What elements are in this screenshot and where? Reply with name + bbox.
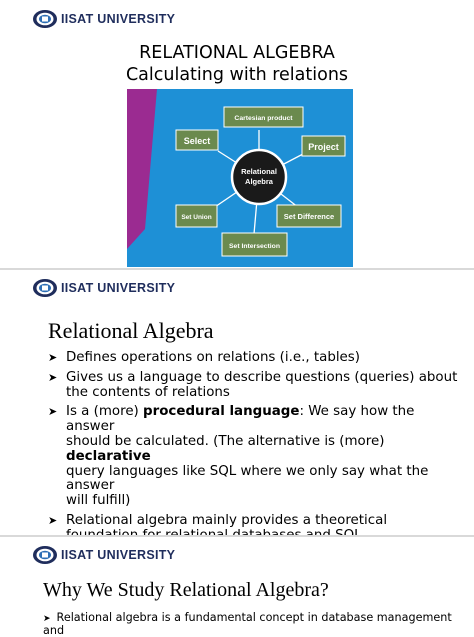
bullet-list	[48, 351, 458, 549]
slide-why-study	[0, 537, 474, 637]
university-seal-icon	[32, 545, 58, 565]
center-label-1: Relational	[241, 167, 277, 176]
brand-name: IISAT UNIVERSITY	[61, 548, 176, 562]
brand-name: IISAT UNIVERSITY	[61, 12, 176, 26]
arrow-bullet-icon: ➤	[48, 370, 58, 384]
node-set-union-label: Set Union	[181, 214, 212, 221]
university-logo	[32, 545, 175, 565]
slide-relational-algebra	[0, 270, 474, 535]
node-project-label: Project	[308, 142, 339, 152]
university-logo	[32, 9, 175, 29]
bullet-item: ➤ Relational algebra is a fundamental concept in database management and	[43, 611, 452, 637]
brand-name: IISAT UNIVERSITY	[61, 281, 176, 295]
bullet-item: ➤ Gives us a language to describe questions (queries) about the contents of relations	[48, 369, 458, 400]
node-select-label: Select	[183, 136, 211, 146]
university-logo	[32, 278, 175, 298]
arrow-bullet-icon: ➤	[48, 351, 58, 364]
slide-heading: Relational Algebra	[48, 318, 214, 343]
node-cartesian-product-label: Cartesian product	[234, 115, 293, 122]
arrow-bullet-icon: ➤	[43, 614, 51, 624]
title-line-1: RELATIONAL ALGEBRA	[139, 43, 335, 63]
slide-heading: Why We Study Relational Algebra?	[43, 579, 329, 601]
bullet-item: ➤ Is a (more) procedural language: We say how the answer should be calculated. (The alternative is (more) declarative query languages like SQL where we only say what the answer will fulfill)	[48, 404, 429, 509]
university-seal-icon	[32, 278, 58, 298]
relational-algebra-diagram	[127, 89, 353, 267]
title-line-2: Calculating with relations	[125, 65, 349, 85]
slide-title	[0, 0, 474, 268]
node-set-intersection-label: Set Intersection	[229, 243, 280, 250]
slide-title-text	[0, 42, 474, 86]
node-set-difference-label: Set Difference	[283, 212, 335, 221]
arrow-bullet-icon: ➤	[48, 513, 58, 527]
bullet-item: ➤ Relational algebra mainly provides a theoretical	[48, 514, 458, 544]
bullet-item: ➤ Defines operations on relations (i.e., tables)	[48, 350, 360, 365]
arrow-bullet-icon: ➤	[48, 405, 58, 419]
university-seal-icon	[32, 9, 58, 29]
center-label-2: Algebra	[245, 177, 273, 186]
